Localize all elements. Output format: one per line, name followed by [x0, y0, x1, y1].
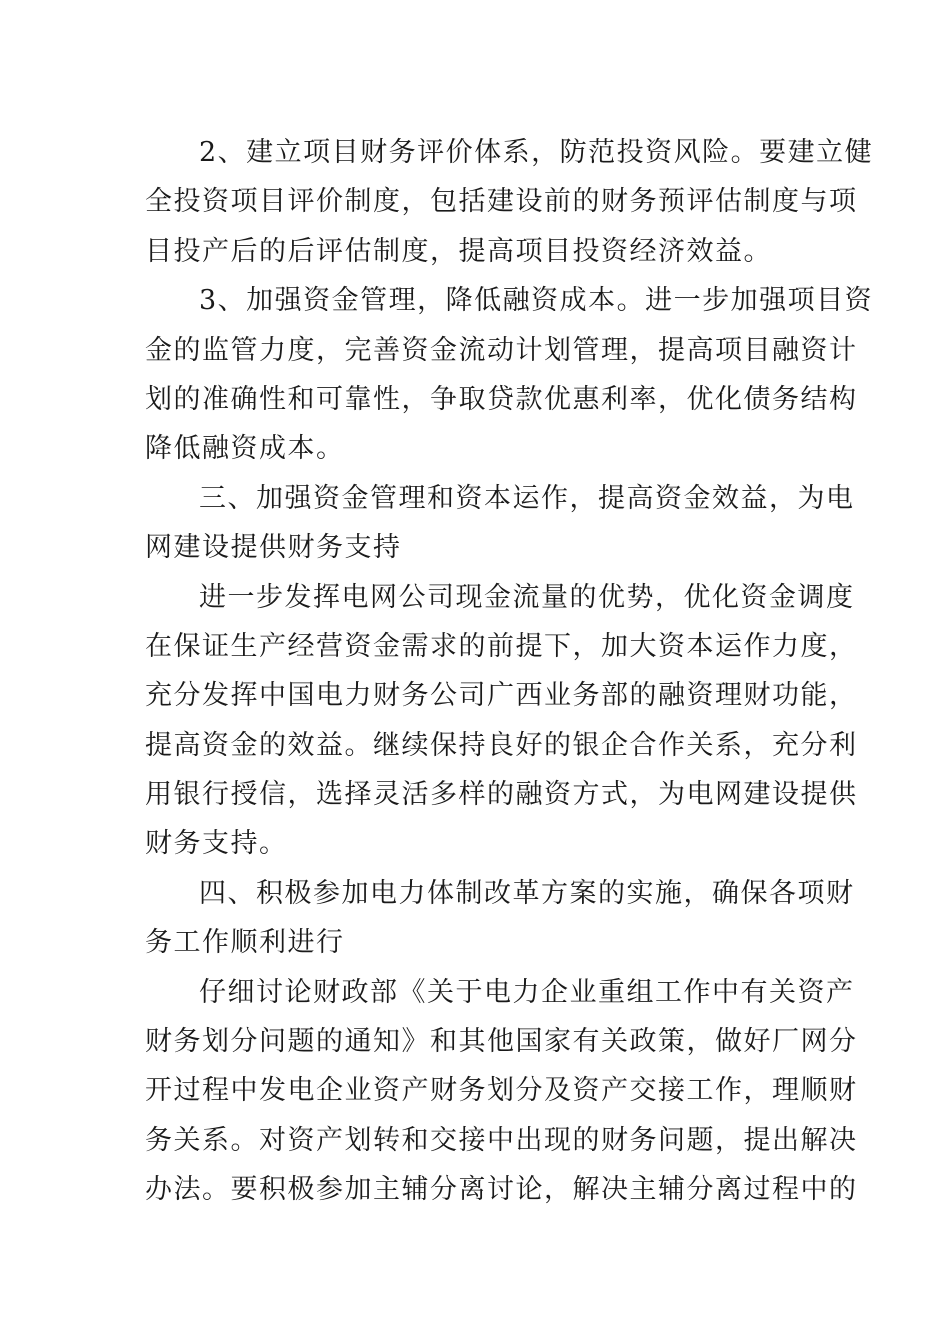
text-line: 降低融资成本。 [145, 433, 345, 465]
text-line: 3、加强资金管理，降低融资成本。进一步加强项目资 [199, 285, 874, 317]
text-line: 目投产后的后评估制度，提高项目投资经济效益。 [145, 235, 772, 267]
section-heading-line: 四、积极参加电力体制改革方案的实施，确保各项财 [199, 877, 855, 909]
document-body [145, 128, 874, 1215]
text-line: 划的准确性和可靠性，争取贷款优惠利率，优化债务结构 [145, 383, 858, 415]
section-heading-line: 三、加强资金管理和资本运作，提高资金效益，为电 [199, 482, 855, 514]
text-line: 财务划分问题的通知》和其他国家有关政策，做好厂网分 [145, 1026, 858, 1058]
text-line: 开过程中发电企业资产财务划分及资产交接工作，理顺财 [145, 1075, 858, 1107]
section-heading-line: 网建设提供财务支持 [145, 532, 402, 564]
text-line: 提高资金的效益。继续保持良好的银企合作关系，充分利 [145, 729, 858, 761]
text-line: 充分发挥中国电力财务公司广西业务部的融资理财功能， [145, 680, 858, 712]
text-line: 办法。要积极参加主辅分离讨论，解决主辅分离过程中的 [145, 1174, 858, 1206]
text-line: 仔细讨论财政部《关于电力企业重组工作中有关资产 [199, 976, 855, 1008]
text-line: 在保证生产经营资金需求的前提下，加大资本运作力度， [145, 630, 858, 662]
text-line: 金的监管力度，完善资金流动计划管理，提高项目融资计 [145, 334, 858, 366]
text-line: 全投资项目评价制度，包括建设前的财务预评估制度与项 [145, 186, 858, 218]
text-line: 进一步发挥电网公司现金流量的优势，优化资金调度 [199, 581, 855, 613]
text-line: 财务支持。 [145, 828, 288, 860]
text-line: 2、建立项目财务评价体系，防范投资风险。要建立健 [199, 137, 874, 168]
section-heading-line: 务工作顺利进行 [145, 927, 345, 959]
text-line: 务关系。对资产划转和交接中出现的财务问题，提出解决 [145, 1124, 858, 1156]
text-line: 用银行授信，选择灵活多样的融资方式，为电网建设提供 [145, 779, 858, 811]
